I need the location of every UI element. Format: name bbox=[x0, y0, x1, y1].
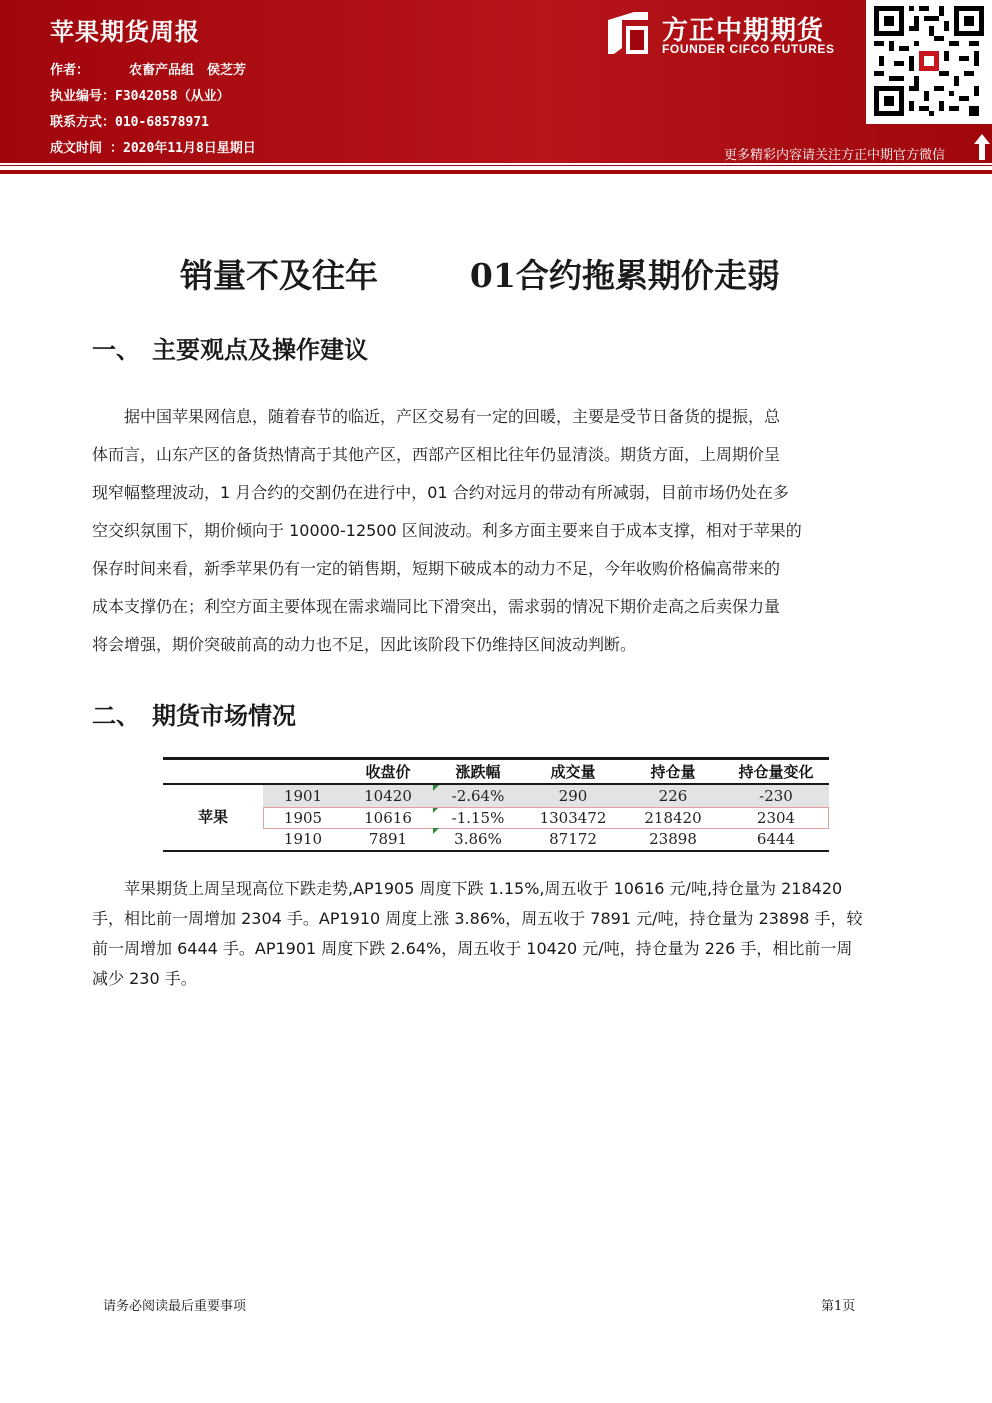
table-header: 持仓量 bbox=[650, 763, 696, 781]
license-label: 执业编号： bbox=[50, 89, 116, 104]
date-label: 成文时间 bbox=[50, 141, 103, 156]
paragraph-line: 手，相比前一周增加 2304 手。AP1910 周度上涨 3.86%，周五收于 7891 元/吨，持仓量为 23898 手，较 bbox=[92, 909, 863, 928]
table-row bbox=[263, 828, 829, 850]
paragraph-line: 苹果期货上周呈现高位下跌走势,AP1905 周度下跌 1.15%,周五收于 10616 元/吨,持仓量为 218420 bbox=[92, 879, 843, 898]
table-cell: 23898 bbox=[649, 830, 697, 848]
paragraph-line: 减少 230 手。 bbox=[92, 969, 197, 988]
table-cell: -1.15% bbox=[451, 809, 505, 827]
follow-notice: 更多精彩内容请关注方正中期官方微信 bbox=[724, 148, 946, 163]
table-header: 成交量 bbox=[550, 763, 596, 781]
paragraph-line: 保存时间来看，新季苹果仍有一定的销售期，短期下破成本的动力不足，今年收购价格偏高带来的 bbox=[92, 559, 781, 578]
section1-paragraph bbox=[92, 398, 892, 664]
arrow-up-icon bbox=[973, 133, 991, 161]
paragraph-line: 据中国苹果网信息，随着春节的临近，产区交易有一定的回暖，主要是受节日备货的提振，总 bbox=[92, 407, 781, 426]
contact-value: 010-68578971 bbox=[115, 115, 209, 130]
header-divider-thin bbox=[0, 165, 992, 166]
table-cell: 10420 bbox=[364, 787, 412, 805]
license-value: F3042058（从业） bbox=[115, 89, 230, 104]
paragraph-line: 空交织氛围下，期价倾向于 10000-12500 区间波动。利多方面主要来自于成本支撑，相对于苹果的 bbox=[92, 521, 802, 540]
logo-text-cn: 方正中期期货 bbox=[662, 16, 825, 46]
comment-marker-icon bbox=[433, 785, 439, 791]
logo-text-en: FOUNDER CIFCO FUTURES bbox=[662, 42, 835, 56]
author-value: 农畜产品组 侯芝芳 bbox=[129, 63, 247, 78]
table-cell: -230 bbox=[759, 787, 793, 805]
table-cell: 226 bbox=[658, 787, 688, 805]
main-title: 销量不及往年 01合约拖累期价走弱 bbox=[180, 256, 780, 295]
paragraph-line: 前一周增加 6444 手。AP1901 周度下跌 2.64%，周五收于 10420 元/吨，持仓量为 226 手，相比前一周 bbox=[92, 939, 853, 958]
table-header: 持仓量变化 bbox=[738, 763, 814, 781]
contact-line bbox=[50, 111, 209, 130]
section2-paragraph bbox=[92, 874, 902, 994]
table-cell: 6444 bbox=[756, 830, 796, 848]
table-cell: 218420 bbox=[644, 809, 702, 827]
table-cell: 1910 bbox=[283, 830, 323, 848]
paragraph-line: 成本支撑仍在；利空方面主要体现在需求端同比下滑突出，需求弱的情况下期价走高之后卖保力量 bbox=[92, 597, 781, 616]
license-line bbox=[50, 85, 230, 104]
table-cell: 1905 bbox=[283, 809, 323, 827]
table-cell: 290 bbox=[558, 787, 588, 805]
qr-code bbox=[866, 0, 992, 124]
author-label: 作者： bbox=[50, 63, 90, 78]
section-heading-1 bbox=[92, 330, 368, 365]
table-cell: -2.64% bbox=[451, 787, 505, 805]
header-divider bbox=[0, 170, 992, 174]
table-cell: 1901 bbox=[283, 787, 323, 805]
table-header: 收盘价 bbox=[365, 763, 411, 781]
table-top-rule bbox=[163, 757, 829, 760]
table-cell: 2304 bbox=[756, 809, 796, 827]
table-row-label: 苹果 bbox=[197, 808, 228, 826]
table-cell: 87172 bbox=[549, 830, 597, 848]
company-logo bbox=[604, 8, 854, 60]
logo-mark-icon bbox=[604, 8, 652, 58]
section-number: 二、 bbox=[92, 702, 140, 730]
table-header: 涨跌幅 bbox=[455, 763, 501, 781]
date-line bbox=[50, 137, 256, 156]
table-cell: 10616 bbox=[364, 809, 412, 827]
author-line bbox=[50, 59, 246, 78]
table-cell: 1303472 bbox=[539, 809, 607, 827]
report-title: 苹果期货周报 bbox=[50, 18, 200, 46]
date-value: ：2020年11月8日星期日 bbox=[110, 141, 256, 156]
paragraph-line: 将会增强，期价突破前高的动力也不足，因此该阶段下仍维持区间波动判断。 bbox=[92, 635, 637, 654]
paragraph-line: 体而言，山东产区的备货热情高于其他产区，西部产区相比往年仍显清淡。期货方面，上周期价呈 bbox=[92, 445, 781, 464]
comment-marker-icon bbox=[433, 828, 439, 834]
row-highlight bbox=[263, 807, 829, 829]
section-title: 期货市场情况 bbox=[152, 702, 296, 730]
qr-code-icon bbox=[874, 5, 984, 117]
table-cell: 3.86% bbox=[454, 830, 502, 848]
table-bottom-rule bbox=[163, 850, 829, 852]
footer-notice: 请务必阅读最后重要事项 bbox=[103, 1299, 247, 1314]
section-number: 一、 bbox=[92, 336, 140, 364]
paragraph-line: 现窄幅整理波动，1 月合约的交割仍在进行中，01 合约对远月的带动有所减弱，目前市场仍处在多 bbox=[92, 483, 789, 502]
section-heading-2 bbox=[92, 696, 296, 731]
contact-label: 联系方式： bbox=[50, 115, 116, 130]
page-number: 第1页 bbox=[821, 1299, 856, 1314]
table-cell: 7891 bbox=[368, 830, 408, 848]
section-title: 主要观点及操作建议 bbox=[152, 336, 368, 364]
table-row bbox=[263, 785, 829, 807]
